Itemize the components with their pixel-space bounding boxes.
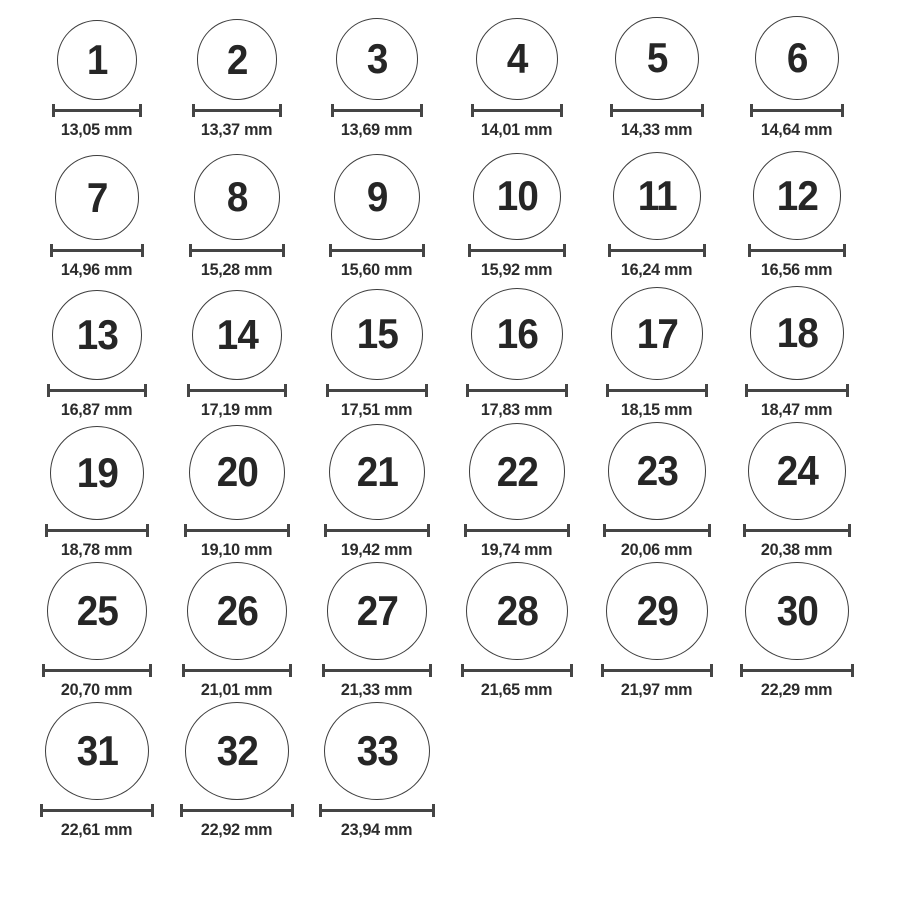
ring-size-cell — [307, 282, 447, 422]
ring-circle — [334, 154, 420, 240]
ring-size-number: 5 — [646, 34, 668, 82]
ring-circle — [192, 290, 282, 380]
measure-line — [185, 669, 289, 672]
ring-size-number: 22 — [496, 447, 538, 495]
measure-tick-right — [848, 524, 851, 537]
measure-tick-right — [432, 804, 435, 817]
ring-circle — [194, 154, 280, 240]
measure-tick-right — [289, 664, 292, 677]
ring-circle — [473, 153, 560, 240]
ring-circle — [189, 425, 284, 520]
diameter-label: 16,87 mm — [61, 400, 133, 419]
ring-circle — [197, 19, 278, 100]
measure-line — [43, 809, 151, 812]
measure-tick-right — [701, 104, 704, 117]
ring-size-cell — [447, 2, 587, 142]
ring-size-number: 14 — [216, 310, 258, 358]
measure-line — [48, 529, 146, 532]
diameter-label: 15,28 mm — [201, 260, 273, 279]
ring-circle — [745, 562, 848, 660]
ring-size-grid — [27, 0, 867, 842]
measure-line — [329, 389, 424, 392]
ring-size-number: 20 — [216, 448, 258, 496]
ring-size-cell — [587, 142, 727, 282]
diameter-measure-line — [47, 384, 147, 397]
ring-size-number: 8 — [226, 173, 248, 221]
ring-size-cell — [587, 282, 727, 422]
diameter-measure-line — [319, 804, 435, 817]
measure-tick-right — [710, 664, 713, 677]
diameter-label: 21,01 mm — [201, 680, 273, 699]
diameter-label: 19,10 mm — [201, 540, 273, 559]
ring-circle — [327, 562, 428, 660]
diameter-measure-line — [461, 664, 573, 677]
measure-line — [609, 389, 706, 392]
diameter-measure-line — [608, 244, 706, 257]
ring-size-cell — [307, 702, 447, 842]
ring-circle — [329, 424, 425, 520]
measure-line — [469, 389, 565, 392]
measure-tick-right — [703, 244, 706, 257]
diameter-label: 22,29 mm — [761, 680, 833, 699]
ring-size-cell — [307, 2, 447, 142]
diameter-label: 23,94 mm — [341, 820, 413, 839]
measure-line — [606, 529, 708, 532]
ring-size-cell — [587, 422, 727, 562]
ring-size-cell — [27, 422, 167, 562]
ring-size-cell — [447, 142, 587, 282]
diameter-label: 20,38 mm — [761, 540, 833, 559]
ring-size-cell — [27, 2, 167, 142]
diameter-measure-line — [45, 524, 149, 537]
measure-tick-right — [144, 384, 147, 397]
ring-size-cell — [167, 702, 307, 842]
diameter-label: 13,05 mm — [61, 120, 133, 139]
diameter-measure-line — [603, 524, 711, 537]
ring-circle — [471, 288, 563, 380]
ring-size-number: 32 — [216, 727, 258, 774]
ring-size-cell — [587, 2, 727, 142]
ring-size-cell — [307, 422, 447, 562]
diameter-label: 22,61 mm — [61, 820, 133, 839]
measure-tick-right — [422, 244, 425, 257]
measure-line — [613, 109, 700, 112]
ring-circle — [50, 426, 144, 520]
diameter-measure-line — [745, 384, 849, 397]
measure-tick-right — [565, 384, 568, 397]
ring-circle — [755, 16, 839, 100]
ring-size-number: 25 — [76, 587, 118, 634]
diameter-measure-line — [748, 244, 847, 257]
diameter-measure-line — [40, 804, 154, 817]
measure-line — [187, 529, 286, 532]
diameter-label: 17,19 mm — [201, 400, 273, 419]
measure-line — [332, 249, 422, 252]
ring-size-cell — [727, 2, 867, 142]
measure-tick-right — [284, 384, 287, 397]
ring-size-cell — [27, 142, 167, 282]
measure-tick-right — [151, 804, 154, 817]
ring-circle — [469, 423, 566, 520]
ring-size-cell — [307, 562, 447, 702]
measure-tick-right — [429, 664, 432, 677]
diameter-measure-line — [192, 104, 283, 117]
ring-size-number: 29 — [636, 587, 678, 634]
diameter-measure-line — [189, 244, 285, 257]
measure-line — [183, 809, 292, 812]
diameter-measure-line — [471, 104, 563, 117]
diameter-label: 14,64 mm — [761, 120, 833, 139]
ring-size-number: 31 — [76, 727, 118, 774]
ring-size-cell — [27, 282, 167, 422]
ring-circle — [324, 702, 430, 800]
ring-circle — [55, 155, 140, 240]
measure-line — [325, 669, 430, 672]
diameter-measure-line — [324, 524, 430, 537]
diameter-measure-line — [50, 244, 145, 257]
diameter-measure-line — [468, 244, 565, 257]
diameter-label: 14,01 mm — [481, 120, 553, 139]
measure-tick-right — [843, 244, 846, 257]
diameter-measure-line — [464, 524, 571, 537]
measure-tick-right — [282, 244, 285, 257]
diameter-measure-line — [180, 804, 295, 817]
diameter-label: 21,97 mm — [621, 680, 693, 699]
measure-tick-right — [279, 104, 282, 117]
ring-size-number: 30 — [776, 587, 818, 634]
measure-tick-right — [560, 104, 563, 117]
diameter-label: 13,69 mm — [341, 120, 413, 139]
ring-size-number: 15 — [356, 310, 398, 358]
measure-line — [53, 249, 142, 252]
diameter-label: 19,42 mm — [341, 540, 413, 559]
ring-circle — [476, 18, 558, 100]
measure-line — [334, 109, 420, 112]
diameter-label: 14,96 mm — [61, 260, 133, 279]
ring-circle — [331, 289, 422, 380]
ring-size-number: 17 — [636, 309, 678, 357]
ring-circle — [615, 17, 698, 100]
ring-size-cell — [167, 2, 307, 142]
measure-line — [190, 389, 284, 392]
diameter-label: 20,06 mm — [621, 540, 693, 559]
measure-tick-right — [420, 104, 423, 117]
diameter-label: 17,83 mm — [481, 400, 553, 419]
ring-size-cell — [27, 702, 167, 842]
ring-circle — [336, 18, 418, 100]
ring-size-cell — [587, 562, 727, 702]
ring-size-cell — [447, 422, 587, 562]
ring-circle — [606, 562, 708, 660]
measure-line — [192, 249, 282, 252]
diameter-label: 18,47 mm — [761, 400, 833, 419]
measure-tick-right — [141, 244, 144, 257]
ring-size-number: 11 — [637, 172, 677, 219]
ring-size-number: 26 — [216, 587, 258, 634]
ring-size-number: 21 — [356, 448, 398, 495]
measure-line — [45, 669, 148, 672]
diameter-measure-line — [610, 104, 703, 117]
ring-circle — [750, 286, 844, 380]
diameter-label: 16,56 mm — [761, 260, 833, 279]
measure-tick-right — [146, 524, 149, 537]
ring-size-cell — [27, 562, 167, 702]
measure-line — [748, 389, 846, 392]
measure-tick-right — [425, 384, 428, 397]
diameter-label: 17,51 mm — [341, 400, 413, 419]
measure-line — [611, 249, 703, 252]
measure-line — [474, 109, 560, 112]
measure-line — [743, 669, 850, 672]
measure-tick-right — [427, 524, 430, 537]
ring-size-cell — [307, 142, 447, 282]
diameter-label: 18,15 mm — [621, 400, 693, 419]
ring-size-cell — [167, 142, 307, 282]
diameter-measure-line — [601, 664, 713, 677]
measure-line — [746, 529, 848, 532]
ring-size-number: 16 — [496, 310, 538, 357]
measure-tick-right — [149, 664, 152, 677]
measure-tick-right — [851, 664, 854, 677]
ring-size-cell — [727, 282, 867, 422]
ring-size-number: 10 — [496, 172, 538, 220]
measure-line — [751, 249, 844, 252]
ring-size-number: 9 — [366, 172, 388, 220]
ring-size-number: 28 — [496, 587, 538, 634]
diameter-label: 21,33 mm — [341, 680, 413, 699]
measure-line — [471, 249, 562, 252]
measure-line — [467, 529, 568, 532]
diameter-label: 22,92 mm — [201, 820, 273, 839]
ring-circle — [185, 702, 290, 800]
diameter-measure-line — [184, 524, 289, 537]
measure-tick-right — [567, 524, 570, 537]
measure-line — [55, 109, 139, 112]
ring-size-number: 7 — [86, 173, 108, 221]
ring-circle — [466, 562, 568, 660]
diameter-measure-line — [322, 664, 433, 677]
diameter-label: 13,37 mm — [201, 120, 273, 139]
measure-line — [604, 669, 710, 672]
measure-line — [50, 389, 144, 392]
ring-circle — [611, 287, 704, 380]
ring-circle — [608, 422, 706, 520]
ring-size-number: 1 — [86, 36, 108, 83]
measure-tick-right — [708, 524, 711, 537]
ring-size-cell — [447, 282, 587, 422]
measure-line — [322, 809, 432, 812]
diameter-label: 15,92 mm — [481, 260, 553, 279]
ring-size-cell — [727, 562, 867, 702]
ring-circle — [57, 20, 137, 100]
ring-size-cell — [167, 422, 307, 562]
diameter-label: 20,70 mm — [61, 680, 133, 699]
diameter-measure-line — [329, 244, 425, 257]
diameter-label: 18,78 mm — [61, 540, 133, 559]
ring-size-number: 13 — [76, 311, 118, 359]
measure-tick-right — [563, 244, 566, 257]
measure-line — [753, 109, 841, 112]
ring-size-number: 6 — [786, 34, 808, 81]
measure-tick-right — [705, 384, 708, 397]
diameter-measure-line — [743, 524, 851, 537]
ring-circle — [613, 152, 701, 240]
ring-circle — [52, 290, 142, 380]
diameter-measure-line — [42, 664, 151, 677]
ring-size-number: 23 — [636, 447, 678, 495]
diameter-measure-line — [52, 104, 142, 117]
ring-size-number: 3 — [366, 35, 388, 83]
ring-size-number: 24 — [776, 447, 818, 494]
measure-tick-right — [291, 804, 294, 817]
ring-size-number: 27 — [356, 587, 398, 634]
diameter-label: 16,24 mm — [621, 260, 693, 279]
diameter-label: 14,33 mm — [621, 120, 693, 139]
measure-tick-right — [841, 104, 844, 117]
diameter-measure-line — [326, 384, 427, 397]
ring-size-cell — [727, 142, 867, 282]
diameter-measure-line — [331, 104, 423, 117]
ring-circle — [187, 562, 287, 660]
measure-tick-right — [139, 104, 142, 117]
diameter-measure-line — [182, 664, 292, 677]
ring-size-number: 18 — [776, 309, 818, 357]
diameter-measure-line — [740, 664, 853, 677]
diameter-measure-line — [466, 384, 568, 397]
measure-tick-right — [287, 524, 290, 537]
ring-size-number: 2 — [226, 35, 248, 83]
ring-size-cell — [167, 562, 307, 702]
ring-circle — [748, 422, 846, 520]
ring-size-number: 4 — [506, 34, 528, 82]
measure-line — [464, 669, 570, 672]
measure-tick-right — [570, 664, 573, 677]
ring-circle — [753, 151, 842, 240]
ring-size-number: 33 — [356, 727, 398, 774]
measure-line — [327, 529, 427, 532]
ring-size-cell — [447, 562, 587, 702]
diameter-label: 21,65 mm — [481, 680, 553, 699]
ring-circle — [45, 702, 149, 800]
diameter-measure-line — [187, 384, 287, 397]
diameter-measure-line — [750, 104, 844, 117]
ring-size-number: 19 — [76, 448, 118, 496]
ring-size-cell — [727, 422, 867, 562]
ring-size-number: 12 — [776, 171, 818, 219]
ring-size-cell — [167, 282, 307, 422]
ring-circle — [47, 562, 146, 660]
diameter-label: 19,74 mm — [481, 540, 553, 559]
measure-tick-right — [846, 384, 849, 397]
measure-line — [195, 109, 280, 112]
diameter-label: 15,60 mm — [341, 260, 413, 279]
diameter-measure-line — [606, 384, 709, 397]
